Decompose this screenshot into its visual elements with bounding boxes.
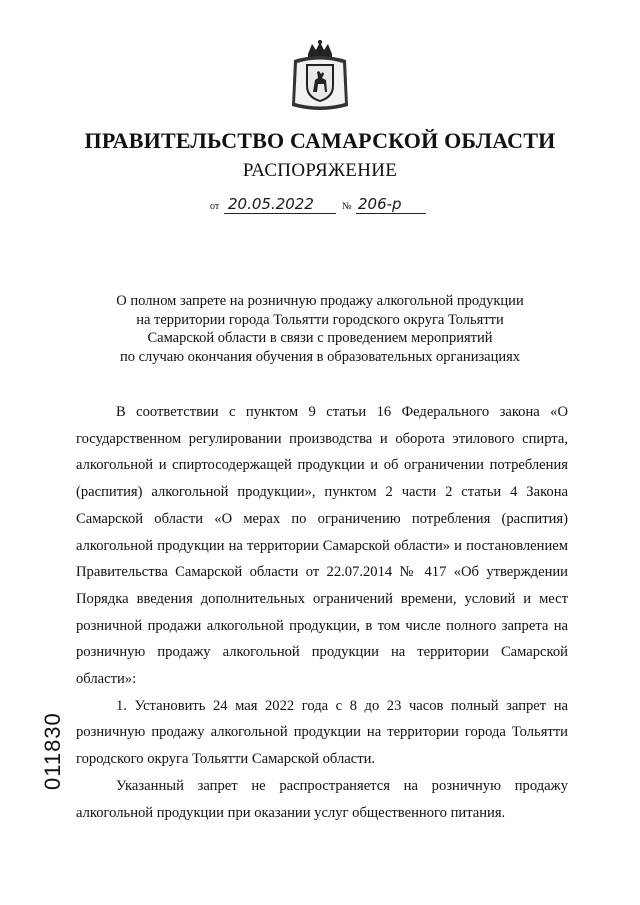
- body-paragraph: Указанный запрет не распространяется на розничную продажу алкогольной продукции при оказании услуг общественного питания.: [76, 777, 568, 821]
- date-underline: [224, 213, 336, 214]
- body-paragraph: В соответствии с пунктом 9 статьи 16 Федерального закона «О государственном регулировании производства и оборота этилового спирта, алкогольной и спиртосодержащей продукции и об ограничении потребления (распития) алкогольной продукции», пунктом 2 части 2 статьи 4 Закона Самарской области «О мерах по ограничению потребления (распития) алкогольной продукции на территории Самарской области» и постановлением Правительства Самарской области от 22.07.2014 № 417 «Об утверждении Порядка введения дополнительных ограничений времени, условий и мест розничной продажи алкогольной продукции, в том числе полного запрета на розничную продажу алкогольной продукции на территории Самарской области»:: [76, 404, 568, 688]
- body-paragraph: 1. Установить 24 мая 2022 года с 8 до 23 часов полный запрет на розничную продажу алкогольной продукции на территории города Тольятти городского округа Тольятти Самарской области.: [76, 697, 568, 768]
- subject-line: О полном запрете на розничную продажу алкогольной продукции: [116, 293, 524, 309]
- document-subject: [80, 292, 560, 366]
- date-value: 20.05.2022: [228, 195, 314, 213]
- document-body: [76, 399, 568, 826]
- number-underline: [356, 213, 426, 214]
- samara-coat-of-arms-icon: [288, 40, 352, 114]
- subject-line: на территории города Тольятти городского округа Тольятти: [136, 311, 504, 328]
- number-value: 206-р: [358, 195, 402, 213]
- subject-line: Самарской области в связи с проведением мероприятий: [147, 330, 493, 346]
- date-number-line: [210, 194, 440, 216]
- document-type: РАСПОРЯЖЕНИЕ: [242, 160, 398, 181]
- date-label: от: [210, 201, 220, 212]
- number-label: №: [342, 201, 352, 212]
- organization-title: ПРАВИТЕЛЬСТВО САМАРСКОЙ ОБЛАСТИ: [84, 128, 556, 153]
- serial-number: 011830: [40, 712, 65, 790]
- subject-line: по случаю окончания обучения в образовательных организациях: [119, 348, 521, 365]
